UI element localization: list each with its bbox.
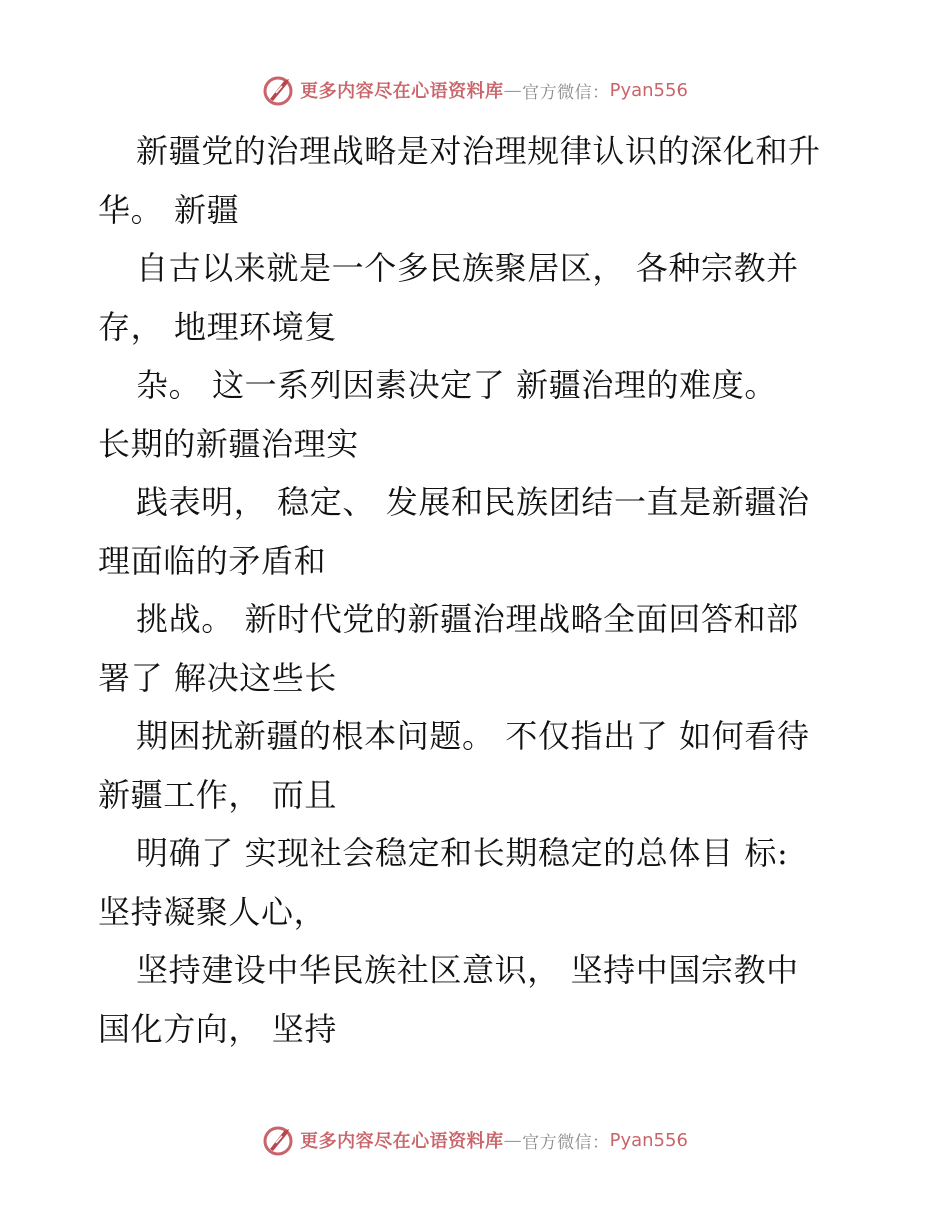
body-line: 自古以来就是一个多民族聚居区， 各种宗教并 [136,249,799,287]
page-footer-watermark [0,1120,950,1160]
body-line: 新疆党的治理战略是对治理规律认识的深化和升 [136,132,821,170]
watermark-wechat-label: 官方微信： [522,1132,610,1153]
body-line: 践表明， 稳定、 发展和民族团结一直是新疆治 [136,483,810,521]
body-line: 新疆工作， 而且 [98,775,337,814]
watermark-site-name: 更多内容尽在心语资料库 [300,81,504,102]
document-body [98,122,878,1058]
watermark-dash: — [503,79,523,101]
page-header-watermark [0,70,950,110]
watermark-wechat-label: 官方微信： [522,82,610,103]
body-line: 期困扰新疆的根本问题。 不仅指出了 如何看待 [136,717,810,755]
body-line: 理面临的矛盾和 [98,541,327,580]
body-line: 杂。 这一系列因素决定了 新疆治理的难度。 [136,366,777,404]
watermark-wechat-id: Pyan556 [609,79,688,101]
body-line: 国化方向， 坚持 [98,1009,337,1048]
quill-pen-logo-icon [262,1123,296,1157]
watermark-wechat-id: Pyan556 [609,1129,688,1151]
body-line: 挑战。 新时代党的新疆治理战略全面回答和部 [136,600,799,638]
body-line: 署了 解决这些长 [98,658,337,697]
body-line: 坚持凝聚人心， [98,892,327,931]
watermark-site-name: 更多内容尽在心语资料库 [300,1131,504,1152]
body-line: 坚持建设中华民族社区意识， 坚持中国宗教中 [136,951,799,989]
quill-pen-logo-icon [262,73,296,107]
body-line: 华。 新疆 [98,190,240,229]
body-line: 明确了 实现社会稳定和长期稳定的总体目 标: [136,834,789,872]
body-line: 长期的新疆治理实 [98,424,359,463]
watermark-dash: — [503,1129,523,1151]
body-line: 存， 地理环境复 [98,307,337,346]
